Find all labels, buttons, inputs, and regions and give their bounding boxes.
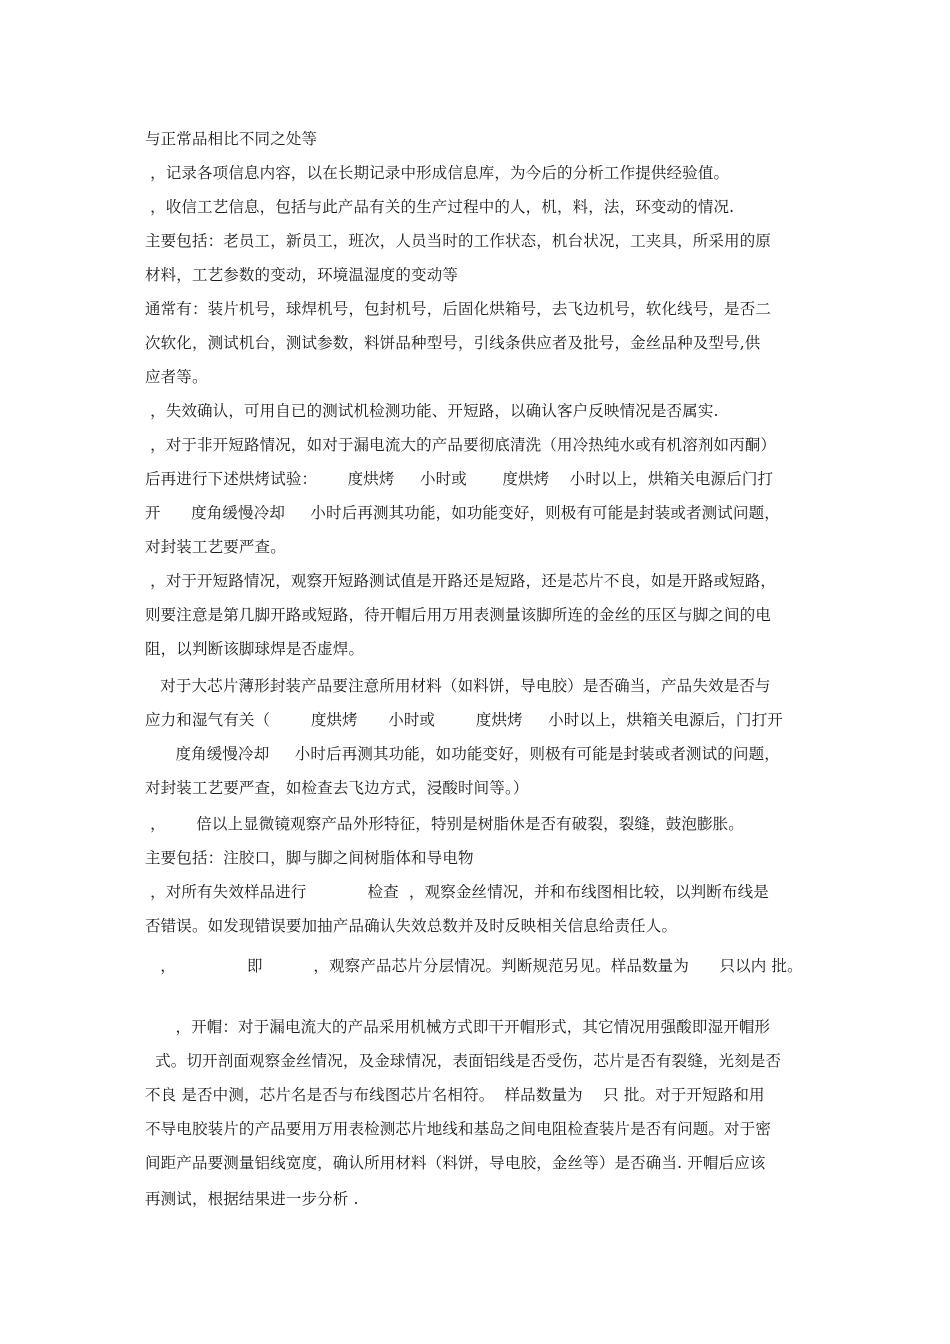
- text-line: ，对于非开短路情况，如对于漏电流大的产品要彻底清洗（用冷热纯水或有机溶剂如丙酮）: [145, 436, 777, 454]
- text-line: 则要注意是第几脚开路或短路，待开帽后用万用表测量该脚所连的金丝的压区与脚之间的电: [145, 606, 772, 624]
- text-line: 不良 是否中测，芯片名是否与布线图芯片名相符。 样品数量为 只 批。对于开短路和用: [145, 1086, 765, 1104]
- text-line: ， 即 ，观察产品芯片分层情况。判断规范另见。样品数量为 只以内 批。: [145, 957, 803, 975]
- text-line: 应者等。: [145, 368, 208, 386]
- text-line: 材料，工艺参数的变动，环境温湿度的变动等: [145, 266, 459, 284]
- text-line: 否错误。如发现错误要加抽产品确认失效总数并及时反映相关信息给责任人。: [145, 917, 678, 935]
- text-line: 不导电胶装片的产品要用万用表检测芯片地线和基岛之间电阻检查装片是否有问题。对于密: [145, 1120, 772, 1138]
- text-line: 主要包括：注胶口，脚与脚之间树脂体和导电物: [145, 849, 474, 867]
- text-line: ，记录各项信息内容，以在长期记录中形成信息库，为今后的分析工作提供经验值。: [145, 164, 730, 182]
- text-line: 后再进行下述烘烤试验： 度烘烤 小时或 度烘烤 小时以上，烘箱关电源后门打: [145, 470, 774, 488]
- text-line: 对封装工艺要严查。: [145, 538, 286, 556]
- text-line: 阻，以判断该脚球焊是否虚焊。: [145, 640, 365, 658]
- text-line: 式。切开剖面观察金丝情况，及金球情况，表面铝线是否受伤，芯片是否有裂缝，光刻是否: [145, 1052, 782, 1070]
- text-line: 再测试，根据结果进一步分析 .: [145, 1190, 359, 1208]
- text-line: 次软化，测试机台，测试参数，料饼品种型号，引线条供应者及批号，金丝品种及型号,供: [145, 334, 761, 352]
- text-line: 对封装工艺要严查，如检查去飞边方式，浸酸时间等。）: [145, 779, 529, 797]
- text-line: 主要包括：老员工，新员工，班次，人员当时的工作状态，机台状况，工夹具，所采用的原: [145, 232, 772, 250]
- text-line: ，收信工艺信息，包括与此产品有关的生产过程中的人，机，料，法，环变动的情况.: [145, 198, 735, 216]
- text-line: ， 倍以上显微镜观察产品外形特征，特别是树脂休是否有破裂，裂缝，鼓泡膨胀。: [145, 815, 744, 833]
- text-line: 对于大芯片薄形封装产品要注意所用材料（如料饼，导电胶）是否确当，产品失效是否与: [145, 677, 771, 695]
- text-line: 开 度角缓慢冷却 小时后再测其功能，如功能变好，则极有可能是封装或者测试问题，: [145, 504, 780, 522]
- text-line: 应力和湿气有关（ 度烘烤 小时或 度烘烤 小时以上，烘箱关电源后，门打开: [145, 711, 783, 729]
- text-line: 通常有：装片机号，球焊机号，包封机号，后固化烘箱号，去飞边机号，软化线号，是否二: [145, 300, 772, 318]
- text-line: 与正常品相比不同之处等: [145, 130, 318, 148]
- text-line: ，开帽：对于漏电流大的产品采用机械方式即干开帽形式，其它情况用强酸即湿开帽形: [145, 1018, 771, 1036]
- text-line: 度角缓慢冷却 小时后再测其功能，如功能变好，则极有可能是封装或者测试的问题，: [145, 745, 780, 763]
- text-line: ，失效确认，可用自已的测试机检测功能、开短路，以确认客户反映情况是否属实.: [145, 402, 719, 420]
- text-line: 间距产品要测量铝线宽度，确认所用材料（料饼，导电胶，金丝等）是否确当. 开帽后应该: [145, 1154, 766, 1172]
- text-line: ，对于开短路情况，观察开短路测试值是开路还是短路，还是芯片不良，如是开路或短路，: [145, 572, 777, 590]
- text-line: ，对所有失效样品进行 检查 ，观察金丝情况，并和布线图相比较，以判断布线是: [145, 883, 769, 901]
